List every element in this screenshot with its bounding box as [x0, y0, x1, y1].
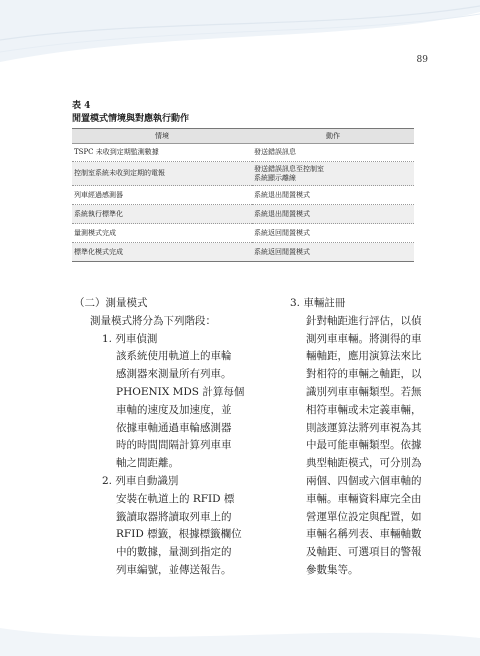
situation-cell: 控制室系統未收到定期的電報 [72, 162, 252, 186]
body-line: 針對軸距進行評估，以偵 [306, 314, 422, 327]
situation-cell: 量測模式完成 [72, 224, 252, 243]
body-line: 及軸距、可選項目的警報 [306, 546, 422, 559]
item-title-train-detection: 1. 列車偵測 [102, 332, 158, 345]
action-cell: 發送錯誤訊息至控制室 系統顯示離線 [252, 162, 414, 186]
action-cell: 系統退出閒置模式 [252, 205, 414, 224]
body-line: 營運單位設定與配置，如 [306, 510, 422, 523]
body-line: 則該運算法將列車視為其 [306, 421, 422, 434]
table-row [72, 186, 414, 205]
body-line: 車輛名稱列表、車輛軸數 [306, 528, 422, 541]
item-title-auto-identification: 2. 列車自動識別 [102, 474, 179, 487]
body-line: 對相符的車輛之軸距，以 [306, 368, 422, 381]
situation-cell: 系統執行標準化 [72, 205, 252, 224]
table-caption: 閒置模式情境與對應執行動作 [72, 114, 190, 124]
body-line: 識別列車車輛類型。若無 [306, 385, 422, 398]
left-text-column [74, 295, 274, 580]
decorative-header-swoosh [0, 0, 480, 80]
table-row [72, 144, 414, 162]
body-line: 該系統使用軌道上的車輪 [116, 350, 232, 363]
idle-mode-table [72, 128, 414, 262]
action-cell: 系統返回閒置模式 [252, 224, 414, 243]
section-heading: （二）測量模式 [74, 297, 148, 309]
action-cell: 系統返回閒置模式 [252, 243, 414, 262]
body-line: 測列車車輛。將測得的車 [306, 332, 422, 345]
table-header-row [72, 129, 414, 144]
table-row [72, 243, 414, 262]
body-line: 時的時間間隔計算列車車 [116, 439, 232, 452]
body-line: 參數集等。 [306, 563, 359, 576]
right-text-column [290, 295, 430, 580]
intro-text: 測量模式將分為下列階段： [90, 314, 216, 327]
table-row [72, 224, 414, 243]
body-line: 感測器來測量所有列車。 [116, 368, 232, 381]
body-line: 安裝在軌道上的 RFID 標 [116, 492, 235, 505]
body-line: 兩個、四個或六個車軸的 [306, 474, 422, 487]
body-line: RFID 標籤，根據標籤欄位 [116, 528, 242, 541]
situation-cell: 標準化模式完成 [72, 243, 252, 262]
body-line: 典型軸距模式，可分別為 [306, 457, 422, 470]
body-line: PHOENIX MDS 計算每個 [116, 385, 245, 398]
decorative-footer-swoosh [0, 616, 480, 656]
body-line: 輛軸距，應用演算法來比 [306, 350, 422, 363]
body-line: 中的數據，量測到指定的 [116, 546, 232, 559]
body-line: 車輛。車輛資料庫完全由 [306, 492, 422, 505]
table-label: 表 4 [72, 101, 91, 111]
body-line: 中最可能車輛類型。依據 [306, 439, 422, 452]
page-number: 89 [416, 55, 428, 65]
action-cell: 發送錯誤訊息 [252, 144, 414, 162]
body-line: 車軸的速度及加速度，並 [116, 403, 232, 416]
body-line: 籤讀取器將讀取列車上的 [116, 510, 232, 523]
table-row [72, 162, 414, 186]
situation-cell: TSPC 未收到定期監測數據 [72, 144, 252, 162]
table-row [72, 205, 414, 224]
body-line: 列車編號，並傳送報告。 [116, 563, 232, 576]
header-action: 動作 [252, 129, 414, 144]
action-cell: 系統退出閒置模式 [252, 186, 414, 205]
body-line: 依據車軸通過車輪感測器 [116, 421, 232, 434]
situation-cell: 列車經過感測器 [72, 186, 252, 205]
body-line: 軸之間距離。 [116, 457, 179, 470]
header-situation: 情境 [72, 129, 252, 144]
item-title-vehicle-registration: 3. 車輛註冊 [290, 297, 346, 309]
body-line: 相符車輛或未定義車輛， [306, 403, 422, 416]
